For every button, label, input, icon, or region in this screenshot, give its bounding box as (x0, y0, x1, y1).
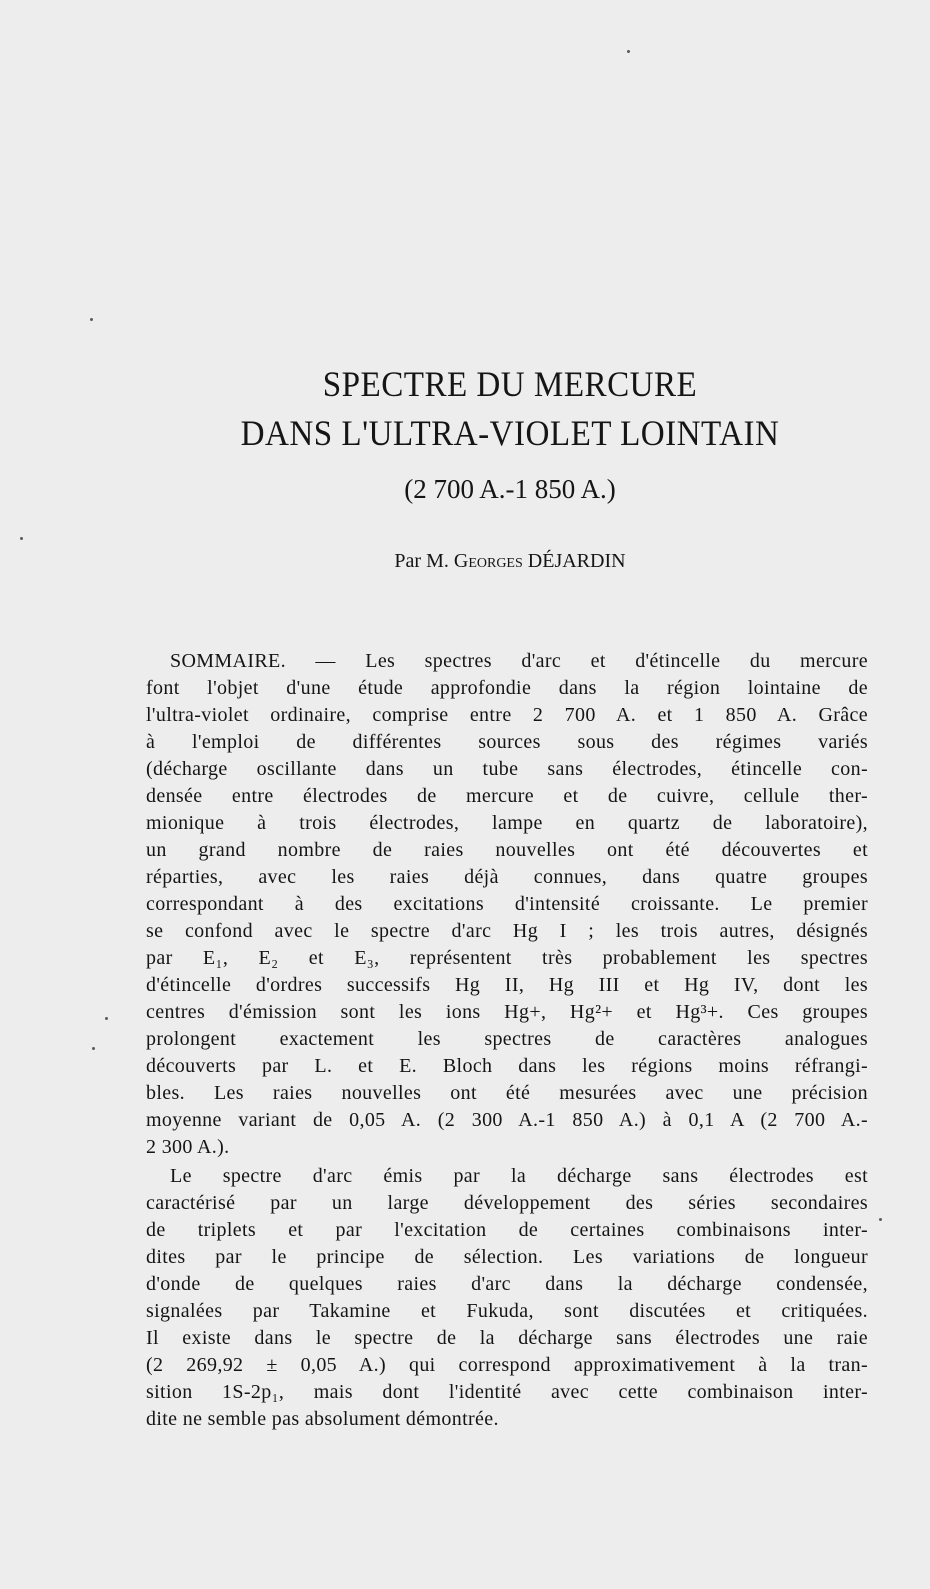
summary-line: centres d'émission sont les ions Hg+, Hg²+ et Hg³+. Ces groupes (146, 1001, 868, 1023)
paragraph-line: sition 1S-2p₁, mais dont l'identité avec cette combinaison inter- (146, 1381, 868, 1403)
paragraph-line: d'onde de quelques raies d'arc dans la décharge condensée, (146, 1273, 868, 1295)
summary-line: à l'emploi de différentes sources sous des régimes variés (146, 731, 868, 753)
paragraph-line: Il existe dans le spectre de la décharge sans électrodes une raie (146, 1327, 868, 1349)
summary-line: densée entre électrodes de mercure et de cuivre, cellule ther- (146, 785, 868, 807)
summary-line: font l'objet d'une étude approfondie dans la région lointaine de (146, 677, 868, 699)
paragraph-line: dites par le principe de sélection. Les variations de longueur (146, 1246, 868, 1268)
scan-speck (879, 1218, 882, 1221)
author-surname: DÉJARDIN (527, 550, 626, 572)
paragraph-line: caractérisé par un large développement des séries secondaires (146, 1192, 868, 1214)
paragraph-line: (2 269,92 ± 0,05 A.) qui correspond approximativement à la tran- (146, 1354, 868, 1376)
summary-line: SOMMAIRE. — Les spectres d'arc et d'étincelle du mercure (170, 650, 868, 672)
byline-prefix: Par M. (394, 550, 449, 572)
summary-line: se confond avec le spectre d'arc Hg I ; les trois autres, désignés (146, 920, 868, 942)
scan-speck (627, 50, 630, 53)
summary-line: découverts par L. et E. Bloch dans les régions moins réfrangi- (146, 1055, 868, 1077)
summary-line: correspondant à des excitations d'intensité croissante. Le premier (146, 893, 868, 915)
paragraph-line: Le spectre d'arc émis par la décharge sans électrodes est (170, 1165, 868, 1187)
article-title-line-2: DANS L'ULTRA-VIOLET LOINTAIN (240, 413, 780, 453)
summary-line: 2 300 A.). (146, 1136, 230, 1158)
summary-line: mionique à trois électrodes, lampe en quartz de laboratoire), (146, 812, 868, 834)
second-paragraph (146, 1163, 868, 1433)
summary-line: bles. Les raies nouvelles ont été mesurées avec une précision (146, 1082, 868, 1104)
summary-line: l'ultra-violet ordinaire, comprise entre 2 700 A. et 1 850 A. Grâce (146, 704, 868, 726)
summary-line: prolongent exactement les spectres de caractères analogues (146, 1028, 868, 1050)
summary-line: réparties, avec les raies déjà connues, dans quatre groupes (146, 866, 868, 888)
paragraph-line: de triplets et par l'excitation de certaines combinaisons inter- (146, 1219, 868, 1241)
paragraph-line: dite ne semble pas absolument démontrée. (146, 1408, 499, 1430)
scan-speck (105, 1017, 108, 1020)
scan-speck (92, 1047, 95, 1050)
summary-line: (décharge oscillante dans un tube sans électrodes, étincelle con- (146, 758, 868, 780)
author-byline (150, 550, 870, 573)
article-title-line-1: SPECTRE DU MERCURE (322, 364, 698, 404)
author-given-name: Georges (453, 550, 523, 572)
wavelength-range: (2 700 A.-1 850 A.) (404, 474, 616, 504)
summary-paragraph (146, 648, 868, 1161)
summary-line: d'étincelle d'ordres successifs Hg II, Hg III et Hg IV, dont les (146, 974, 868, 996)
paragraph-line: signalées par Takamine et Fukuda, sont discutées et critiquées. (146, 1300, 868, 1322)
summary-line: moyenne variant de 0,05 A. (2 300 A.-1 850 A.) à 0,1 A (2 700 A.- (146, 1109, 868, 1131)
scan-speck (90, 318, 93, 321)
summary-line: un grand nombre de raies nouvelles ont été découvertes et (146, 839, 868, 861)
scan-speck (20, 537, 23, 540)
summary-line: par E₁, E₂ et E₃, représentent très probablement les spectres (146, 947, 868, 969)
